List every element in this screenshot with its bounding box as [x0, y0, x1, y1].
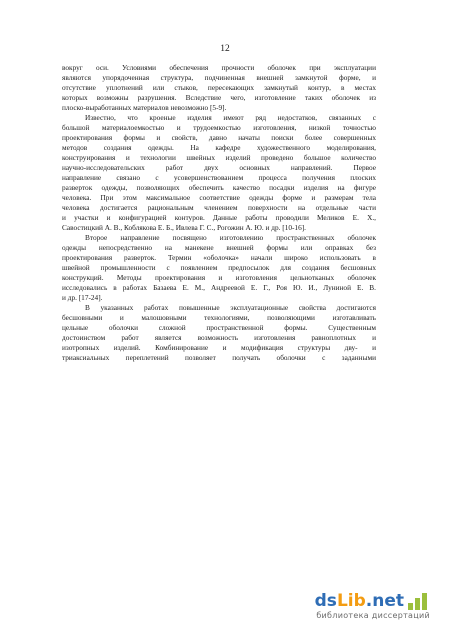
text-line: плоско-выработанных материалов невозможно [5-9].: [62, 103, 227, 112]
dslib-watermark: [280, 591, 430, 623]
text-line: разверток одежды, позволяющих обеспечить качество посадки изделия на фигуре: [62, 183, 376, 192]
text-line: научно-исследовательских работ двух основных направлений. Первое: [62, 163, 376, 172]
text-line: В указанных работах повышенные эксплуатационные свойства достигаются: [85, 303, 376, 312]
text-line: Савостицкий А. В., Коблякова Е. Б., Ивлева Г. С., Рогожин А. Ю. и др. [10-16].: [62, 223, 306, 232]
text-line: конструирования и технологии швейных изделий проведено большое количество: [62, 153, 376, 162]
watermark-ds: ds: [314, 591, 337, 611]
watermark-subtitle: библиотека диссертаций: [316, 611, 430, 620]
text-line: которых возможны разрушения. Вследствие чего, изготовление таких оболочек из: [62, 93, 376, 102]
text-line: методов создания одежды. На кафедре художественного моделирования,: [62, 143, 376, 152]
text-line: изотропных изделий. Комбинирование и модификация структуры дву- и: [62, 343, 376, 352]
text-line: исследовались в работах Базаева Е. М., Андреевой Е. Г., Роя Ю. И., Луниной Е. В.: [62, 283, 376, 292]
watermark-lib: Lib: [336, 591, 366, 611]
text-line: достоинством работ является возможность изготовления равноплотных и: [62, 333, 376, 342]
text-line: одежды непосредственно на манекене внешней формы или оправках без: [62, 243, 376, 252]
text-line: триаксиальных переплетений позволяет получать оболочки с заданными: [62, 353, 376, 362]
text-line: человека достигается рациональным членением поверхности на отдельные части: [62, 203, 376, 212]
text-line: швейной промышленности с появлением предпосылок для создания бесшовных: [62, 263, 376, 272]
bars-icon: [408, 592, 430, 610]
text-line: и участки и конфигурацией контуров. Данные работы проводили Меликов Е. Х.,: [62, 213, 376, 222]
text-line: отсутствие уплотнений или стыков, пересекающих замкнутый контур, в местах: [62, 83, 376, 92]
text-line: человека. При этом максимальное соответствие одежды форме и размерам тела: [62, 193, 376, 202]
text-line: вокруг оси. Условиями обеспечения прочности оболочек при эксплуатации: [62, 63, 376, 72]
body-text: [62, 63, 376, 363]
text-line: проектирования формы и свойств, давно начаты поиски более совершенных: [62, 133, 376, 142]
text-line: направление связано с усовершенствованием процесса получения плоских: [62, 173, 376, 182]
watermark-logo: [280, 591, 430, 611]
text-line: проектирования разверток. Термин «оболочка» начали широко использовать в: [62, 253, 376, 262]
text-line: большой материалоемкостью и трудоемкостью изготовления, низкой точностью: [62, 123, 376, 132]
text-line: конструкций. Методы проектирования и изготовления цельнотканых оболочек: [62, 273, 376, 282]
text-line: Второе направление посвящено изготовлению пространственных оболочек: [85, 233, 376, 242]
text-line: бесшовными и малошовными технологиями, позволяющими изготавливать: [62, 313, 376, 322]
page-number: 12: [220, 44, 230, 54]
watermark-net: .net: [365, 591, 404, 611]
text-line: цельные оболочки сложной пространственной формы. Существенным: [62, 323, 376, 332]
text-line: и др. [17-24].: [62, 293, 103, 302]
text-line: являются упорядоченная структура, подчиненная внешней замкнутой форме, и: [62, 73, 376, 82]
text-line: Известно, что кроеные изделия имеют ряд недостатков, связанных с: [85, 113, 376, 122]
